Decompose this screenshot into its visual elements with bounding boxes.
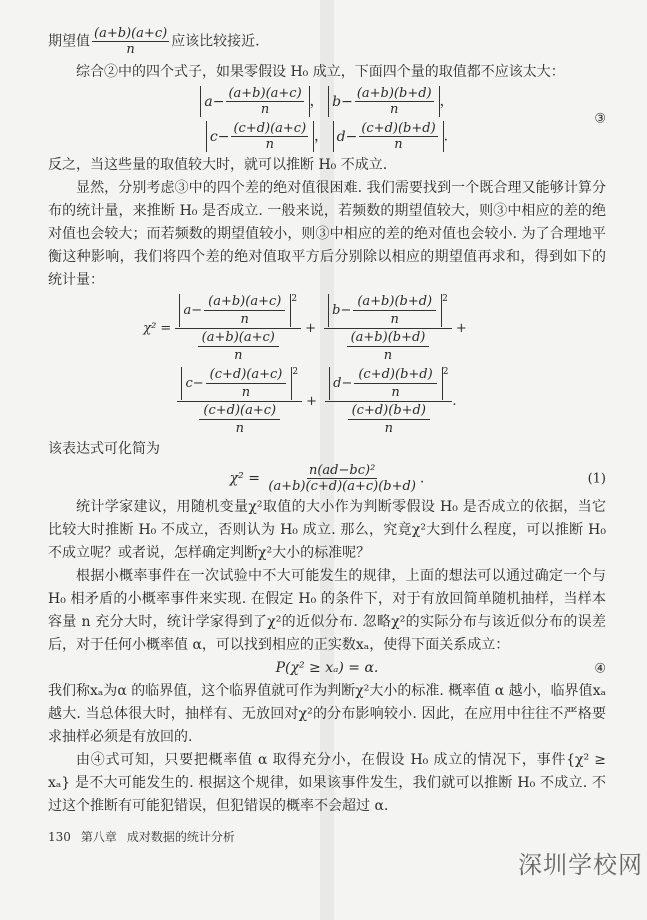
denominator: n: [390, 102, 399, 117]
equation-label: ④: [594, 661, 606, 676]
numerator: (c+d)(a+c): [199, 403, 280, 420]
fraction: [231, 121, 308, 152]
numerator: (a+b)(b+d): [347, 330, 430, 347]
denominator: n: [241, 385, 251, 400]
term-d: d − $\frac{(c+d)(b+d)}{n}$ $^2$ $\frac{(c+d)(b+d)}{n}$: [325, 367, 452, 436]
denominator: n: [391, 385, 400, 400]
numerator: (a+b)(a+c): [228, 86, 302, 101]
fraction: [359, 121, 437, 152]
abs-term-c: c − $\frac{(c+d)(a+c)}{n}$: [206, 121, 314, 152]
chi-square-expanded: χ² = a − $\frac{(a+b)(a+c)}{n}$ $^2$ $\frac{(a+b)(a+c)}{n}$ + b − $\frac{(a+b)(b+d)}{n}$ $^2$ $\frac{(a+b)(b+d)}{n}$ + c − $\frac{(c+d)(a+c)}{n}$ $^2$ $\frac{(c+d)(a+c)}{n}$ + d − $\frac{(c+d)(b+d)}{n}$ $^2$ $\frac{(c+d)(b+d)}{n}$ .: [143, 294, 467, 436]
denominator: n: [383, 348, 393, 363]
numerator: (a+b)(a+c): [94, 26, 168, 41]
numerator: (a+b)(a+c): [204, 294, 285, 311]
var: c: [185, 376, 193, 391]
chi-lhs: χ² =: [229, 470, 260, 487]
fraction: [226, 86, 303, 117]
denominator: n: [265, 137, 274, 152]
paragraph-9: 由④式可知，只要把概率值 α 取得充分小，在假设 H₀ 成立的情况下，事件{χ² ≥ xₐ} 是不大可能发生的. 根据这个规律，如果该事件发生，我们就可以推断 H₀ 不成立. 不过这个推断有可能犯错误，但犯错误的概率不会超过 α.: [48, 752, 606, 814]
paragraph-8: 我们称xₐ为α 的临界值，这个临界值就可作为判断χ²大小的标准. 概率值 α 越小，临界值xₐ越大. 当总体很大时，抽样有、无放回对χ²的分布影响较小. 因此，在应用中往往不严格要求抽样必须是有放回的.: [48, 683, 606, 745]
equation-1: χ² = $\frac{\text{n(ad−bc)²}}{(a+b)(c+d)(a+c)(b+d)}$ . (1): [229, 463, 606, 494]
fraction: [266, 463, 418, 494]
term-a: a − $\frac{(a+b)(a+c)}{n}$ $^2$ $\frac{(a+b)(a+c)}{n}$: [175, 294, 301, 363]
equation-label: ③: [594, 111, 606, 127]
chapter-label: 第八章: [80, 830, 117, 844]
paragraph-5: 该表达式可化简为: [48, 441, 160, 457]
equation-4: [48, 657, 606, 680]
var: c: [209, 128, 218, 145]
var: b: [332, 93, 342, 110]
numerator: n(ad−bc)²: [308, 463, 376, 478]
var: a: [204, 93, 213, 110]
denominator: n: [126, 42, 135, 57]
fraction: [355, 86, 434, 117]
paragraph-1: [48, 26, 606, 57]
paragraph-7: 根据小概率事件在一次试验中不大可能发生的规律，上面的想法可以通过确定一个与 H₀ 相矛盾的小概率事件来实现. 在假定 H₀ 的条件下，对于有放回简单随机抽样，当样本容量 n 充分大时，统计学家得到了χ²的近似分布. 忽略χ²的实际分布与该近似分布的误差后，对于任何小概率值 α，可以找到相应的正实数xₐ，使得下面关系成立：: [48, 568, 606, 653]
numerator: (a+b)(a+c): [198, 330, 279, 347]
term-c: c − $\frac{(c+d)(a+c)}{n}$ $^2$ $\frac{(c+d)(a+c)}{n}$: [177, 367, 302, 436]
equation-3: a − $\frac{(a+b)(a+c)}{n}$ ， b − $\frac{(a+b)(b+d)}{n}$ ， c − $\frac{(c+d)(a+c)}{n}$ ， d − $\frac{(c+d)(b+d)}{n}$ . ③: [48, 86, 606, 152]
numerator: (a+b)(b+d): [356, 86, 432, 101]
var: b: [332, 303, 341, 318]
var: d: [336, 128, 346, 145]
chapter-title: 成对数据的统计分析: [126, 830, 235, 844]
denominator: (a+b)(c+d)(a+c)(b+d): [268, 479, 416, 494]
abs-term-a: a − $\frac{(a+b)(a+c)}{n}$: [200, 86, 309, 117]
numerator: (a+b)(b+d): [353, 294, 436, 311]
equation-text: P(χ² ≥ xₐ) = α.: [275, 660, 379, 676]
abs-term-d: d − $\frac{(c+d)(b+d)}{n}$: [333, 121, 444, 152]
numerator: (c+d)(b+d): [348, 403, 430, 420]
chi-lhs: χ² =: [143, 321, 172, 336]
text: 应该比较接近.: [171, 33, 260, 50]
denominator: n: [384, 421, 393, 436]
term-b: b − $\frac{(a+b)(b+d)}{n}$ $^2$ $\frac{(a+b)(b+d)}{n}$: [324, 294, 452, 363]
numerator: (c+d)(a+c): [206, 367, 287, 384]
var: d: [333, 376, 342, 391]
var: a: [183, 303, 192, 318]
paragraph-6: 统计学家建议，用随机变量χ²取值的大小作为判断零假设 H₀ 是否成立的依据，当它比较大时推断 H₀ 不成立，否则认为 H₀ 成立. 那么，究竟χ²大到什么程度，可以推断 H₀ 不成立呢？或者说，怎样确定判断χ²大小的标准呢？: [48, 499, 606, 561]
page-footer: [48, 828, 647, 846]
numerator: (c+d)(a+c): [233, 121, 307, 136]
fraction: [92, 26, 169, 57]
equation-label: (1): [587, 471, 606, 486]
denominator: n: [240, 312, 249, 327]
denominator: n: [234, 348, 243, 363]
text: 期望值: [48, 33, 90, 50]
denominator: n: [394, 137, 403, 152]
page-number: 130: [48, 830, 71, 844]
paragraph-4: 显然，分别考虑③中的四个差的绝对值很困难. 我们需要找到一个既合理又能够计算分布的统计量，来推断 H₀ 是否成立. 一般来说，若频数的期望值较大，则③中相应的差的绝对值也会较大；而若频数的期望值较小，则③中相应的差的绝对值也会较小. 为了合理地平衡这种影响，我们将四个差的绝对值取平方后分别除以相应的期望值再求和，得到如下的统计量：: [48, 180, 606, 288]
page-body: [48, 0, 606, 818]
numerator: (c+d)(b+d): [361, 121, 436, 136]
denominator: n: [390, 312, 399, 327]
denominator: n: [235, 421, 244, 436]
abs-term-b: b − $\frac{(a+b)(b+d)}{n}$: [328, 86, 440, 117]
numerator: (c+d)(b+d): [354, 367, 436, 384]
paragraph-2: 综合②中的四个式子，如果零假设 H₀ 成立，下面四个量的取值都不应该太大：: [76, 64, 565, 80]
watermark: 深圳学校网: [518, 851, 643, 879]
denominator: n: [260, 102, 270, 117]
paragraph-3: 反之，当这些量的取值较大时，就可以推断 H₀ 不成立.: [48, 157, 388, 173]
